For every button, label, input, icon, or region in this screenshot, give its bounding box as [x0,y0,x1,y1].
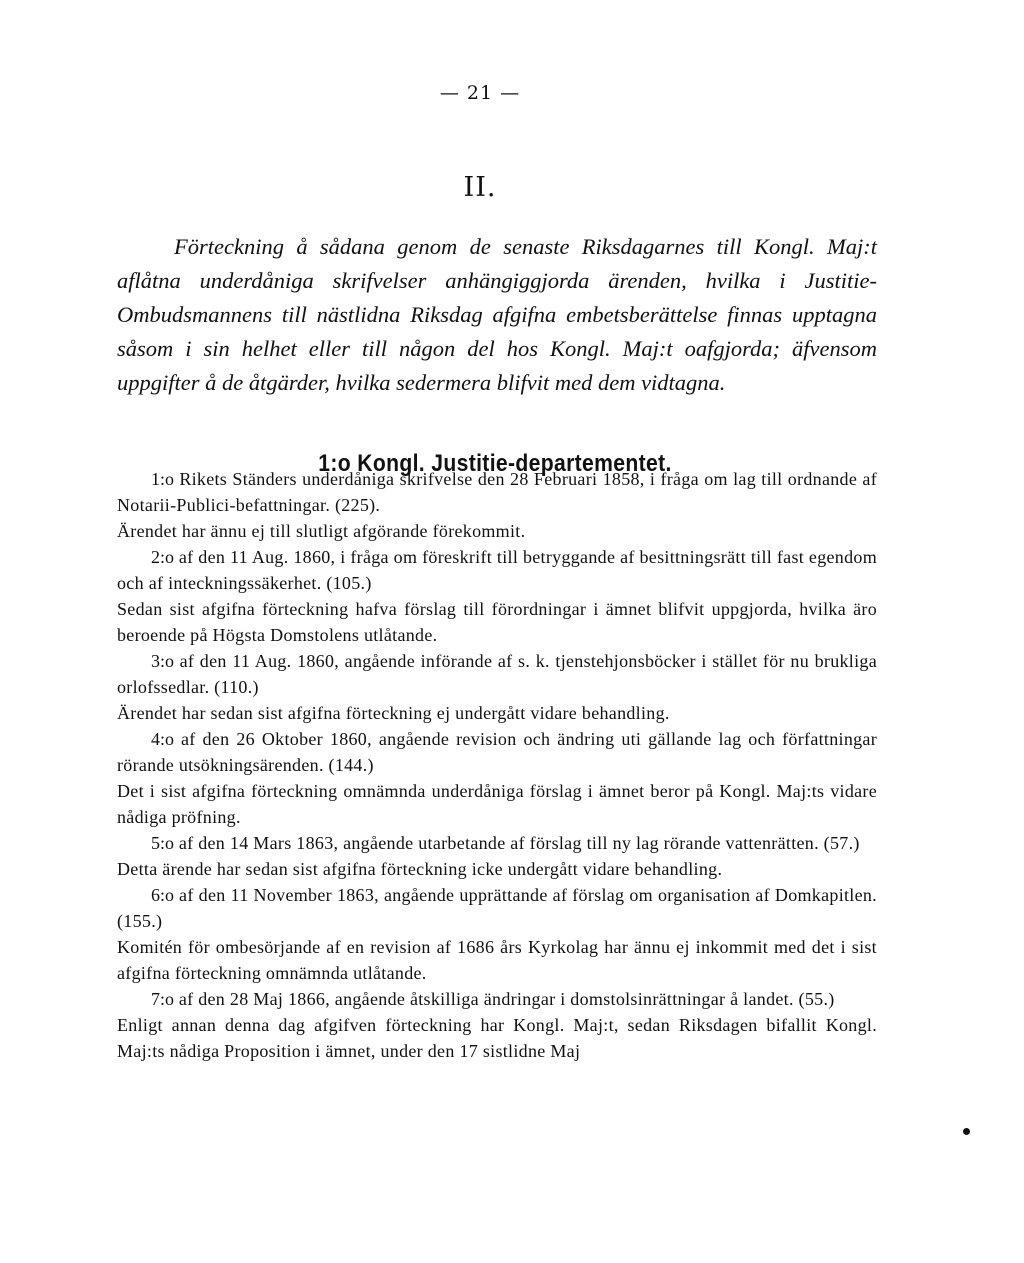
entry-list [117,466,877,1064]
entry-note: Det i sist afgifna förteckning omnämnda underdåniga förslag i ämnet beror på Kongl. Maj:ts vidare nådiga pröfning. [117,781,877,827]
entry-note: Ärendet har ännu ej till slutligt afgörande förekommit. [117,521,526,541]
entry-number: 3:o [151,651,175,671]
entry-note: Komitén för ombesörjande af en revision af 1686 års Kyrkolag har ännu ej inkommit med det i sist afgifna förteckning omnämnda utlåtande. [117,937,877,983]
department-heading: 1:o Kongl. Justitie-departementet. [318,450,672,477]
list-item [117,544,877,648]
list-item [117,830,877,882]
entry-text: af den 11 Aug. 1860, angående införande af s. k. tjenstehjonsböcker i stället för nu brukliga orlofssedlar. (110.) [117,651,877,697]
entry-note: Detta ärende har sedan sist afgifna förteckning icke undergått vidare behandling. [117,859,723,879]
entry-number: 6:o [151,885,175,905]
entry-number: 1:o [151,469,175,489]
entry-title [117,466,877,518]
ink-speck [963,1128,970,1135]
list-item [117,726,877,830]
entry-text: af den 14 Mars 1863, angående utarbetande af förslag till ny lag rörande vattenrätten. (57.) [178,833,860,853]
page-number: — 21 — [439,82,521,104]
entry-number: 4:o [151,729,175,749]
entry-number: 5:o [151,833,175,853]
entry-title [117,986,877,1012]
list-item [117,648,877,726]
entry-title [117,830,877,856]
entry-text: Rikets Ständers underdåniga skrifvelse den 28 Februari 1858, i fråga om lag till ordnande af Notarii-Publici-befattningar. (225). [117,469,877,515]
entry-text: af den 11 November 1863, angående upprättande af förslag om organisation af Domkapitlen. (155.) [117,885,877,931]
list-item [117,466,877,544]
entry-note: Enligt annan denna dag afgifven förteckning har Kongl. Maj:t, sedan Riksdagen bifallit Kongl. Maj:ts nådiga Proposition i ämnet, under den 17 sistlidne Maj [117,1015,877,1061]
section-heading: II. [463,172,497,203]
list-item [117,882,877,986]
entry-text: af den 28 Maj 1866, angående åtskilliga ändringar i domstolsinrättningar å landet. (55.) [178,989,835,1009]
entry-note: Sedan sist afgifna förteckning hafva förslag till förordningar i ämnet blifvit uppgjorda, hvilka äro beroende på Högsta Domstolens utlåtande. [117,599,877,645]
entry-title [117,882,877,934]
list-item [117,986,877,1064]
entry-title [117,544,877,596]
entry-title [117,726,877,778]
entry-text: af den 11 Aug. 1860, i fråga om föreskrift till betryggande af besittningsrätt till fast egendom och af inteckningssäkerhet. (105.) [117,547,877,593]
entry-note: Ärendet har sedan sist afgifna förteckning ej undergått vidare behandling. [117,703,670,723]
entry-text: af den 26 Oktober 1860, angående revision och ändring uti gällande lag och författningar rörande utsökningsärenden. (144.) [117,729,877,775]
entry-number: 2:o [151,547,175,567]
intro-paragraph: Förteckning å sådana genom de senaste Riksdagarnes till Kongl. Maj:t aflåtna underdåniga skrifvelser anhängiggjorda ärenden, hvilka i Justitie-Ombudsmannens till nästlidna Riksdag afgifna embetsberättelse finnas upptagna såsom i sin helhet eller till någon del hos Kongl. Maj:t oafgjorda; äfvensom uppgifter å de åtgärder, hvilka sedermera blifvit med dem vidtagna. [117,234,877,395]
entry-title [117,648,877,700]
entry-number: 7:o [151,989,175,1009]
